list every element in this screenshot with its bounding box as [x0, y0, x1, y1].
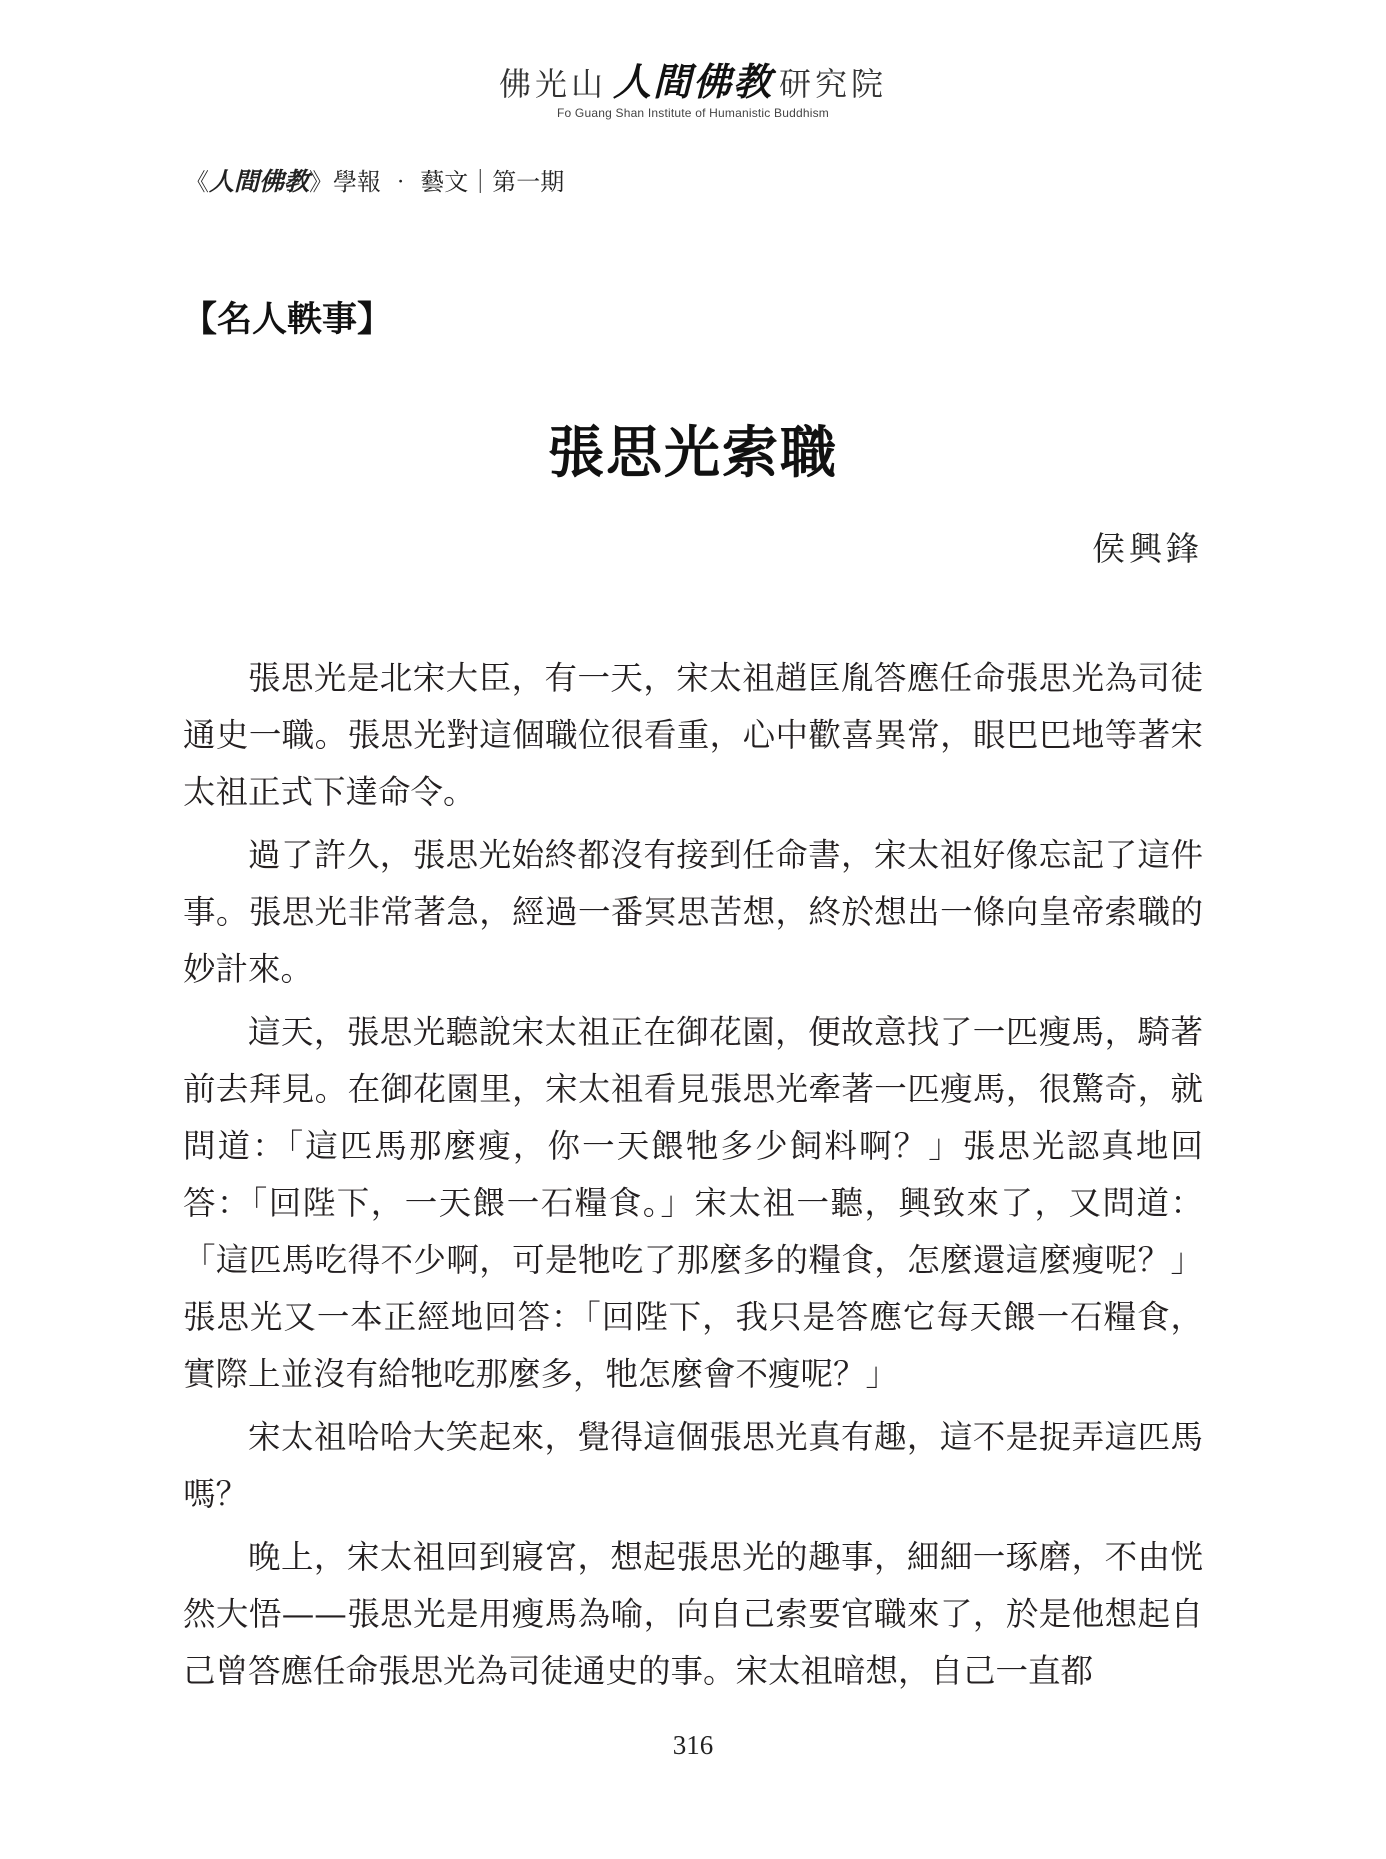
journal-open-bracket: 《	[185, 168, 209, 196]
paragraph: 這天，張思光聽說宋太祖正在御花園，便故意找了一匹瘦馬，騎著前去拜見。在御花園里，宋太祖看見張思光牽著一匹瘦馬，很驚奇，就問道：「這匹馬那麼瘦，你一天餵牠多少飼料啊？」張思光認真地回答：「回陛下，一天餵一石糧食。」宋太祖一聽，興致來了，又問道：「這匹馬吃得不少啊，可是牠吃了那麼多的糧食，怎麼還這麼瘦呢？」張思光又一本正經地回答：「回陛下，我只是答應它每天餵一石糧食，實際上並沒有給牠吃那麼多，牠怎麼會不瘦呢？」	[183, 1013, 1203, 1393]
article-author: 侯興鋒	[1092, 529, 1203, 568]
article-body	[183, 650, 1203, 1706]
paragraph: 宋太祖哈哈大笑起來，覺得這個張思光真有趣，這不是捉弄這匹馬嗎？	[183, 1418, 1203, 1513]
institute-name	[0, 59, 1386, 104]
paragraph: 晚上，宋太祖回到寢宮，想起張思光的趣事，細細一琢磨，不由恍然大悟——張思光是用瘦馬為喻，向自己索要官職來了，於是他想起自己曾答應任命張思光為司徒通史的事。宋太祖暗想，自己一直都	[183, 1538, 1203, 1690]
institute-prefix: 佛光山	[498, 65, 607, 103]
section-tag: 【名人軼事】	[182, 299, 393, 340]
journal-logo: 人間佛教	[209, 167, 310, 196]
journal-running-header	[185, 166, 564, 198]
journal-issue-text: 》學報 ‧ 藝文｜第一期	[309, 168, 565, 196]
institute-header	[0, 59, 1386, 120]
page-number: 316	[672, 1730, 714, 1760]
paragraph: 張思光是北宋大臣，有一天，宋太祖趙匡胤答應任命張思光為司徒通史一職。張思光對這個職位很看重，心中歡喜異常，眼巴巴地等著宋太祖正式下達命令。	[183, 659, 1203, 811]
paragraph: 過了許久，張思光始終都沒有接到任命書，宋太祖好像忘記了這件事。張思光非常著急，經過一番冥思苦想，終於想出一條向皇帝索職的妙計來。	[183, 836, 1203, 988]
article-title: 張思光索職	[548, 420, 838, 486]
institute-english-name: Fo Guang Shan Institute of Humanistic Buddhism	[556, 106, 829, 120]
humanistic-buddhism-logo: 人間佛教	[612, 59, 773, 104]
institute-suffix: 研究院	[779, 65, 888, 103]
